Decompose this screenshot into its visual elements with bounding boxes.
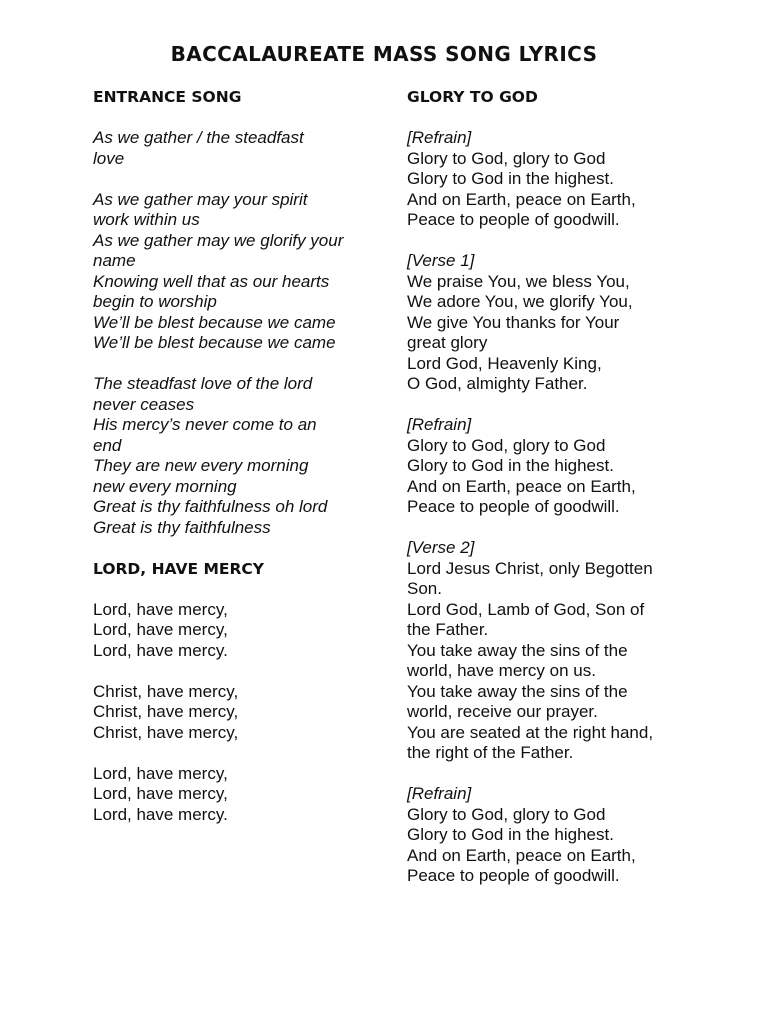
lyric-line: You take away the sins of the [407,681,628,701]
right-column [407,87,682,887]
lyric-line: Glory to God, glory to God [407,148,606,168]
lyric-line: We praise You, we bless You, [407,271,630,291]
section-label: [Refrain] [407,415,472,434]
lyric-line: world, have mercy on us. [407,661,596,680]
lyric-line: Lord God, Heavenly King, [407,353,602,373]
lyric-line: You are seated at the right hand, [407,722,654,742]
section-label: [Verse 2] [407,538,475,557]
lyric-line: As we gather may your spirit [93,189,308,209]
lyric-line: O God, almighty Father. [407,374,588,393]
lyric-line: As we gather may we glorify your [93,230,344,250]
lyric-line: name [93,251,136,270]
lyric-line: Lord, have mercy. [93,804,228,824]
entrance-song-subtitle [93,128,373,169]
subtitle-line: As we gather / the steadfast [93,128,304,147]
lyric-line: never ceases [93,394,195,414]
lyric-line: Glory to God, glory to God [407,804,606,824]
entrance-stanza-2 [93,374,373,538]
lyric-line: And on Earth, peace on Earth, [407,476,636,496]
lyric-line: world, receive our prayer. [407,702,598,721]
entrance-stanza-1 [93,190,373,354]
lyric-line: work within us [93,210,200,229]
lyric-line: Christ, have mercy, [93,681,239,701]
left-column [93,87,373,825]
lyric-line: Lord God, Lamb of God, Son of [407,599,645,619]
lyric-line: Lord, have mercy, [93,784,228,803]
lyric-line: Son. [407,579,442,598]
lyric-line: Knowing well that as our hearts [93,271,330,291]
lyric-line: They are new every morning [93,456,309,475]
lyric-line: the Father. [407,620,489,639]
lyric-line: His mercy’s never come to an [93,415,317,434]
lyric-line: Glory to God in the highest. [407,169,614,188]
verse-2 [407,538,682,764]
lyric-line: Great is thy faithfulness oh lord [93,497,328,516]
lyric-line: Glory to God in the highest. [407,456,614,475]
lyric-line: new every morning [93,476,237,496]
mercy-stanza-2 [93,682,373,744]
document-title: BACCALAUREATE MASS SONG LYRICS [170,42,598,66]
refrain-2 [407,415,682,518]
lyric-line: Lord, have mercy. [93,640,228,660]
lyric-line: Great is thy faithfulness [93,517,271,537]
lyric-line: great glory [407,333,488,352]
lyric-line: Lord Jesus Christ, only Begotten [407,558,653,578]
mercy-stanza-3 [93,764,373,826]
lord-have-mercy-heading: LORD, HAVE MERCY [93,559,265,578]
lyric-line: Lord, have mercy, [93,599,228,619]
section-label: [Refrain] [407,784,472,803]
entrance-song-heading: ENTRANCE SONG [93,88,242,106]
lyric-line: Lord, have mercy, [93,763,228,783]
lyric-line: the right of the Father. [407,743,574,762]
mercy-stanza-1 [93,600,373,662]
section-label: [Verse 1] [407,251,475,270]
lyric-line: We adore You, we glorify You, [407,292,633,311]
lyric-line: begin to worship [93,292,217,311]
lyric-line: And on Earth, peace on Earth, [407,845,636,865]
lyric-line: We’ll be blest because we came [93,312,336,332]
refrain-1 [407,128,682,231]
lyric-line: Glory to God in the highest. [407,825,614,844]
lyric-line: You take away the sins of the [407,640,628,660]
lyric-line: Peace to people of goodwill. [407,866,620,885]
subtitle-line: love [93,148,125,168]
section-label: [Refrain] [407,128,472,147]
lyric-line: Lord, have mercy, [93,620,228,639]
glory-to-god-heading: GLORY TO GOD [407,88,538,106]
lyric-line: We give You thanks for Your [407,312,620,332]
verse-1 [407,251,682,395]
lyric-line: The steadfast love of the lord [93,374,313,393]
refrain-3 [407,784,682,887]
lyric-line: And on Earth, peace on Earth, [407,189,636,209]
lyric-line: We’ll be blest because we came [93,333,336,352]
lyric-line: Christ, have mercy, [93,722,239,742]
lyric-line: Peace to people of goodwill. [407,210,620,229]
lyric-line: Christ, have mercy, [93,702,239,721]
lyric-line: end [93,435,122,455]
lyric-line: Glory to God, glory to God [407,435,606,455]
lyric-line: Peace to people of goodwill. [407,497,620,516]
